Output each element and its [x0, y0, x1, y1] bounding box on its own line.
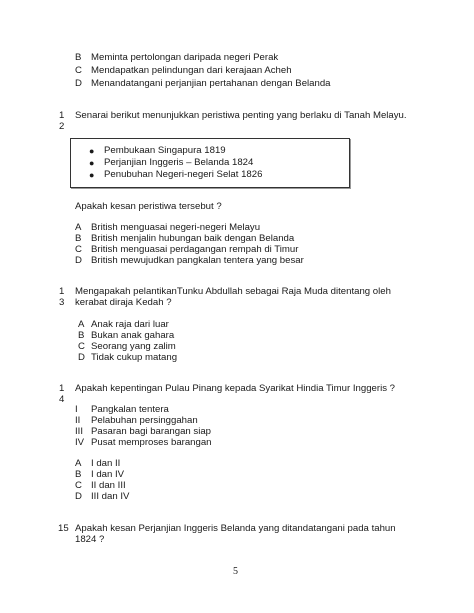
- q13-option-d-letter: D: [78, 352, 85, 363]
- q14-option-c-letter: C: [75, 480, 82, 491]
- q13-option-b-letter: B: [78, 330, 85, 341]
- q14-number-digit2: 4: [59, 394, 65, 405]
- q14-option-d-letter: D: [75, 491, 82, 502]
- q13-option-a-letter: A: [78, 319, 85, 330]
- prev-option-d-letter: D: [75, 78, 82, 89]
- q14-option-b-text: I dan IV: [91, 469, 125, 480]
- q13-option-c-text: Seorang yang zalim: [91, 341, 176, 352]
- q14-roman-numeral: III: [75, 426, 83, 437]
- q14-roman-item: Pasaran bagi barangan siap: [91, 426, 212, 437]
- q14-roman-numeral: I: [75, 404, 78, 415]
- page-number: 5: [233, 566, 238, 577]
- q12-option-d-letter: D: [75, 255, 82, 266]
- q13-number-digit2: 3: [59, 297, 65, 308]
- q14-roman-item: Pangkalan tentera: [91, 404, 169, 415]
- q12-option-a-text: British menguasai negeri-negeri Melayu: [91, 222, 261, 233]
- q12-box-item: Perjanjian Inggeris – Belanda 1824: [104, 157, 254, 168]
- q13-option-b-text: Bukan anak gahara: [91, 330, 175, 341]
- q12-number-digit2: 2: [59, 121, 65, 132]
- q14-stem: Apakah kepentingan Pulau Pinang kepada Syarikat Hindia Timur Inggeris ?: [75, 383, 395, 394]
- q14-option-c-text: II dan III: [91, 480, 126, 491]
- q12-question: Apakah kesan peristiwa tersebut ?: [75, 201, 222, 212]
- q13-option-a-text: Anak raja dari luar: [91, 319, 169, 330]
- prev-option-c-text: Mendapatkan pelindungan dari kerajaan Acheh: [91, 65, 292, 76]
- q14-option-d-text: III dan IV: [91, 491, 130, 502]
- q14-roman-item: Pelabuhan persinggahan: [91, 415, 198, 426]
- q12-option-b-text: British menjalin hubungan baik dengan Belanda: [91, 233, 295, 244]
- prev-option-c-letter: C: [75, 65, 82, 76]
- q15-stem-line1: Apakah kesan Perjanjian Inggeris Belanda yang ditandatangani pada tahun: [75, 523, 396, 534]
- q12-option-b-letter: B: [75, 233, 82, 244]
- bullet-icon: ●: [89, 158, 95, 168]
- q12-option-c-text: British menguasai perdagangan rempah di Timur: [91, 244, 299, 255]
- q14-option-b-letter: B: [75, 469, 82, 480]
- q12-box-item: Pembukaan Singapura 1819: [104, 145, 226, 156]
- q14-roman-numeral: II: [75, 415, 81, 426]
- q12-option-d-text: British mewujudkan pangkalan tentera yang besar: [91, 255, 304, 266]
- prev-option-b-letter: B: [75, 52, 82, 63]
- q14-roman-item: Pusat memproses barangan: [91, 437, 212, 448]
- q13-number-digit1: 1: [59, 286, 65, 297]
- q15-stem-line2: 1824 ?: [75, 534, 105, 545]
- q12-option-a-letter: A: [75, 222, 82, 233]
- q12-stem: Senarai berikut menunjukkan peristiwa penting yang berlaku di Tanah Melayu.: [75, 110, 407, 121]
- q12-number-digit1: 1: [59, 110, 65, 121]
- q12-option-c-letter: C: [75, 244, 82, 255]
- bullet-icon: ●: [89, 170, 95, 180]
- q13-option-d-text: Tidak cukup matang: [91, 352, 178, 363]
- q14-roman-numeral: IV: [75, 437, 85, 448]
- prev-option-b-text: Meminta pertolongan daripada negeri Perak: [91, 52, 279, 63]
- q13-stem-line1: Mengapakah pelantikanTunku Abdullah sebagai Raja Muda ditentang oleh: [75, 286, 391, 297]
- q13-option-c-letter: C: [78, 341, 85, 352]
- q14-number-digit1: 1: [59, 383, 65, 394]
- prev-option-d-text: Menandatangani perjanjian pertahanan dengan Belanda: [91, 78, 331, 89]
- q12-box-item: Penubuhan Negeri-negeri Selat 1826: [104, 169, 263, 180]
- q14-option-a-text: I dan II: [91, 458, 121, 469]
- q15-number: 15: [58, 523, 69, 534]
- q13-stem-line2: kerabat diraja Kedah ?: [75, 297, 172, 308]
- bullet-icon: ●: [89, 146, 95, 156]
- q14-option-a-letter: A: [75, 458, 82, 469]
